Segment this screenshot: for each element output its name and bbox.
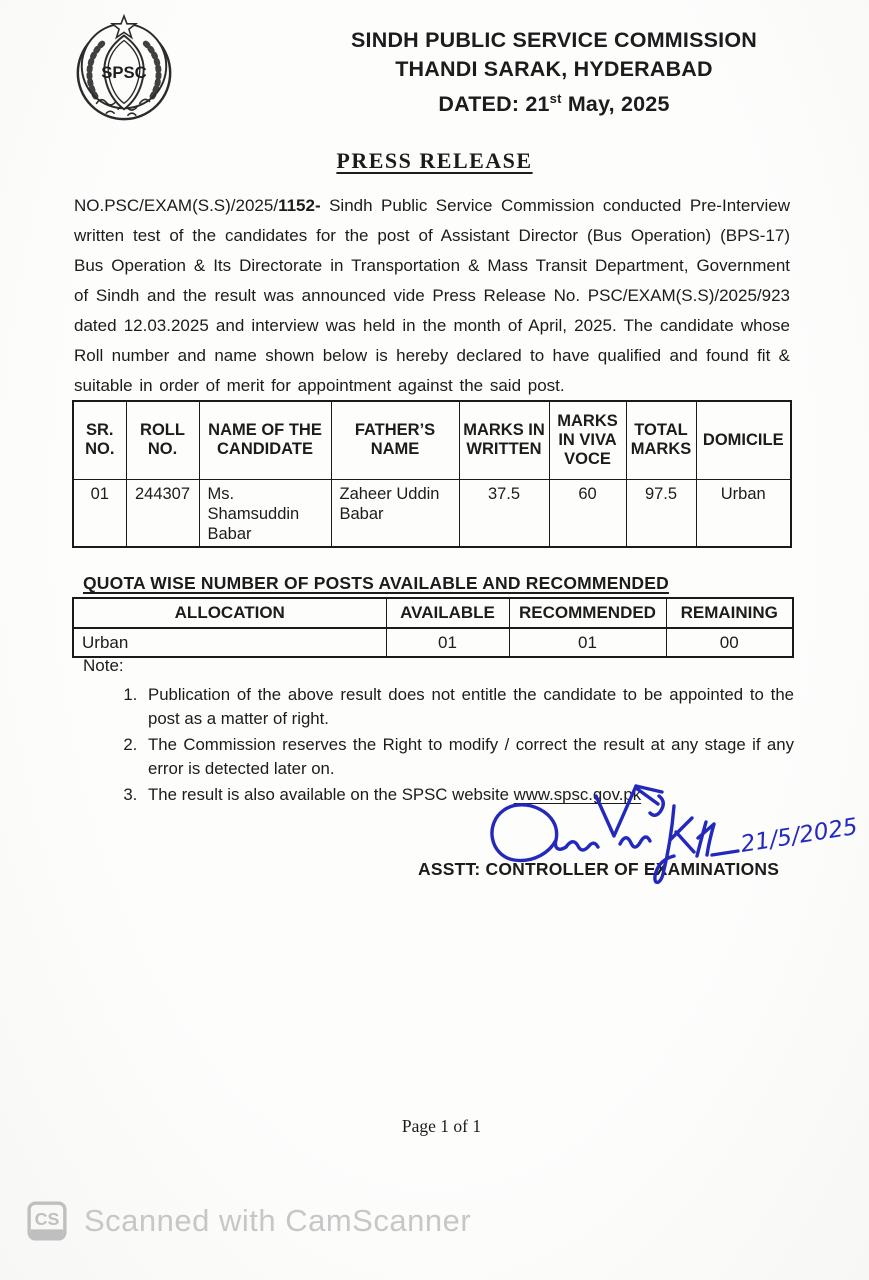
- spsc-website-link: www.spsc.gov.pk: [513, 785, 642, 804]
- handwritten-signature: [462, 778, 862, 888]
- camscanner-label: Scanned with CamScanner: [84, 1203, 472, 1238]
- letterhead: [308, 26, 800, 119]
- header-remaining: REMAINING: [666, 598, 793, 628]
- header-total-marks: TOTAL MARKS: [626, 401, 696, 479]
- spsc-logo: [62, 12, 186, 124]
- cell-remaining: 00: [666, 628, 793, 657]
- cell-marks-written: 37.5: [459, 479, 549, 547]
- result-table-header-row: [73, 401, 791, 479]
- header-allocation: ALLOCATION: [73, 598, 386, 628]
- header-recommended: RECOMMENDED: [509, 598, 666, 628]
- reference-serial-bold: 1152-: [278, 196, 321, 215]
- date-prefix: DATED: 21: [438, 92, 550, 117]
- cell-father-name: Zaheer Uddin Babar: [331, 479, 459, 547]
- header-available: AVAILABLE: [386, 598, 509, 628]
- camscanner-watermark: [26, 1200, 471, 1242]
- header-roll-no: ROLL NO.: [126, 401, 199, 479]
- signature-squiggle-2: [620, 837, 650, 847]
- quota-table-header-row: [73, 598, 793, 628]
- signature-date: 21/5/2025: [738, 813, 860, 858]
- cell-sr-no: 01: [73, 479, 126, 547]
- signature-check: [596, 786, 636, 836]
- header-marks-viva: MARKS IN VIVA VOCE: [549, 401, 626, 479]
- camscanner-icon-bar: [31, 1229, 63, 1238]
- header-father-name: FATHER’S NAME: [331, 401, 459, 479]
- document-title: PRESS RELEASE: [336, 148, 533, 173]
- quota-section-title: QUOTA WISE NUMBER OF POSTS AVAILABLE AND RECOMMENDED: [83, 573, 669, 593]
- org-name: SINDH PUBLIC SERVICE COMMISSION: [351, 28, 757, 52]
- header-candidate-name: NAME OF THE CANDIDATE: [199, 401, 331, 479]
- signatory-title: ASSTT: CONTROLLER OF EXAMINATIONS: [418, 859, 780, 879]
- cell-domicile: Urban: [696, 479, 791, 547]
- note-label: Note:: [83, 656, 124, 675]
- signature-squiggle-1: [566, 842, 598, 850]
- cell-recommended: 01: [509, 628, 666, 657]
- signature-descender: [655, 806, 674, 882]
- cell-roll-no: 244307: [126, 479, 199, 547]
- header-marks-written: MARKS IN WRITTEN: [459, 401, 549, 479]
- paragraph-text: Sindh Public Service Commission conducted Pre-Interview written test of the candidates for the post of Assistant Director (Bus Operation) (BPS-17) Bus Operation & Its Directorate in Transportation & Mass Transit Department, Government of Sindh and the result was announced vide Press Release No. PSC/EXAM(S.S)/2025/923 dated 12.03.2025 and interview was held in the month of April, 2025. The candidate whose Roll number and name shown below is hereby declared to have qualified and found fit & suitable in order of merit for appointment against the said post.: [74, 196, 790, 395]
- cell-total-marks: 97.5: [626, 479, 696, 547]
- result-table: [72, 400, 792, 548]
- note-3-text: The result is also available on the SPSC website: [148, 785, 514, 804]
- reference-number: NO.PSC/EXAM(S.S)/2025/: [74, 196, 279, 215]
- header-domicile: DOMICILE: [696, 401, 791, 479]
- org-address: THANDI SARAK, HYDERABAD: [395, 57, 713, 81]
- logo-monogram: SPSC: [101, 62, 147, 82]
- cell-available: 01: [386, 628, 509, 657]
- date-ordinal: st: [549, 91, 562, 106]
- letter-date: [308, 84, 800, 119]
- note-item-1: 1. Publication of the above result does not entitle the candidate to be appointed to the post as a matter of right.: [142, 683, 794, 730]
- signature-dash: [712, 851, 738, 855]
- camscanner-icon: [26, 1200, 68, 1242]
- page-number: Page 1 of 1: [401, 1116, 482, 1136]
- signature-flag: [636, 786, 663, 815]
- date-suffix: May, 2025: [561, 92, 670, 117]
- header-sr-no: SR. NO.: [73, 401, 126, 479]
- camscanner-icon-letters: CS: [34, 1209, 60, 1230]
- cell-marks-viva: 60: [549, 479, 626, 547]
- cell-candidate-name: Ms. Shamsuddin Babar: [199, 479, 331, 547]
- signature-n: [697, 822, 714, 856]
- note-item-2: 2. The Commission reserves the Right to modify / correct the result at any stage if any error is detected later on.: [142, 733, 794, 780]
- result-table-row: [73, 479, 791, 547]
- signature-loop: [492, 805, 566, 861]
- quota-table-row: [73, 628, 793, 657]
- cell-allocation: Urban: [73, 628, 386, 657]
- body-paragraph: [74, 191, 790, 401]
- quota-table: [72, 597, 794, 658]
